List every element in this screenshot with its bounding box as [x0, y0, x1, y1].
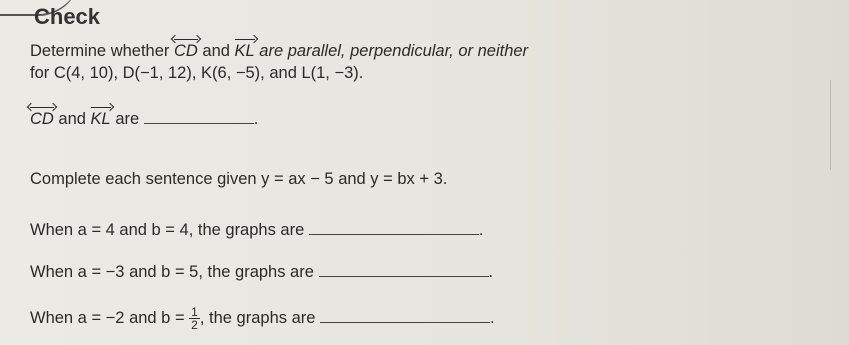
q1-period: .	[253, 110, 259, 128]
q1-answer-line	[30, 104, 258, 129]
line-cd-label: CD	[173, 42, 198, 60]
q1-intro-a: Determine whether	[30, 42, 174, 60]
q2-instruction: Complete each sentence given y = ax − 5 and y = bx + 3.	[30, 170, 448, 188]
line-kl-notation	[235, 36, 255, 61]
page-edge	[830, 80, 849, 170]
line-kl-label: KL	[234, 42, 255, 60]
fraction-denominator: 2	[191, 318, 198, 332]
q2-item-2	[30, 262, 493, 282]
line-kl-label-2: KL	[90, 110, 111, 128]
q1-answer-lead: and	[53, 110, 91, 128]
q2-item-1-end: .	[478, 221, 484, 239]
q1-instruction	[30, 36, 528, 61]
q2-item-3-end: .	[490, 308, 495, 327]
q1-points: for C(4, 10), D(−1, 12), K(6, −5), and L(1, −3).	[30, 64, 364, 82]
q1-intro-b: and	[197, 42, 235, 60]
q2-item-2-blank[interactable]	[319, 262, 489, 277]
line-cd-label-2: CD	[30, 110, 54, 128]
section-title: Check	[34, 4, 101, 29]
line-kl-notation-2	[91, 104, 111, 129]
q2-item-3-text-b: , the graphs are	[199, 308, 316, 327]
q2-item-1	[30, 220, 483, 240]
q2-item-2-end: .	[488, 263, 494, 281]
fraction-one-half	[189, 306, 200, 331]
q2-item-1-blank[interactable]	[309, 220, 479, 235]
q1-answer-tail: are	[110, 110, 140, 128]
q2-item-3	[30, 306, 495, 331]
q1-answer-blank[interactable]	[144, 109, 254, 124]
q2-item-3-text-a: When a = −2 and b =	[30, 308, 190, 327]
fraction-numerator: 1	[191, 305, 198, 319]
line-cd-notation-2	[30, 104, 54, 129]
q2-item-2-text: When a = −3 and b = 5, the graphs are	[30, 263, 314, 281]
q2-item-1-text: When a = 4 and b = 4, the graphs are	[30, 221, 305, 239]
q1-intro-c: are parallel, perpendicular, or neither	[254, 42, 529, 60]
line-cd-notation	[174, 36, 198, 61]
q2-item-3-blank[interactable]	[320, 308, 490, 323]
